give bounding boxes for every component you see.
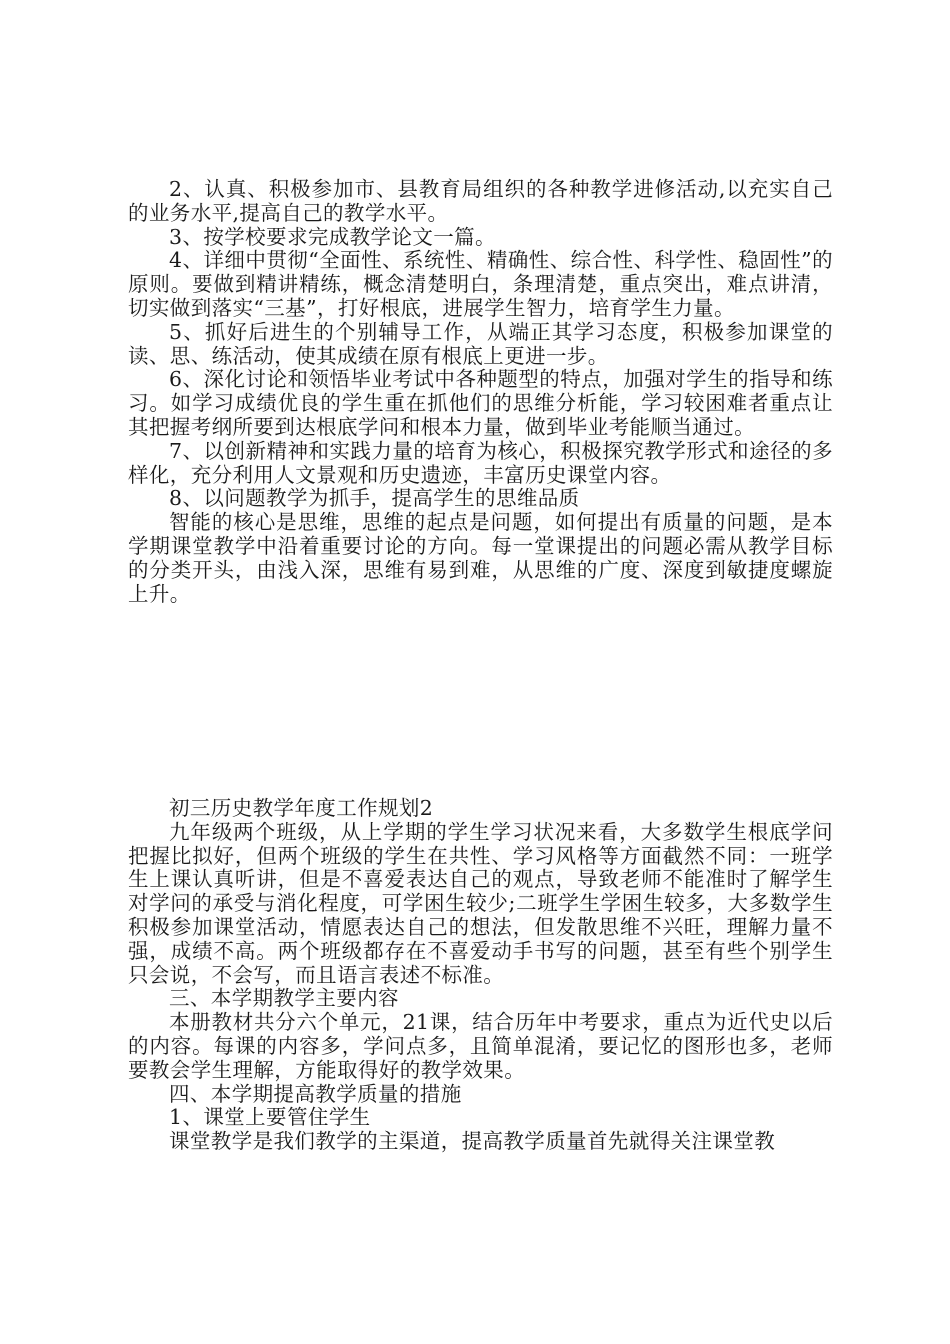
heading-teaching-content: 三、本学期教学主要内容 bbox=[169, 986, 399, 1011]
heading-quality-measures: 四、本学期提高教学质量的措施 bbox=[169, 1081, 462, 1106]
subheading-classroom: 1、课堂上要管住学生 bbox=[169, 1105, 371, 1130]
classroom-paragraph: 课堂教学是我们教学的主渠道，提高教学质量首先就得关注课堂教 bbox=[169, 1129, 776, 1154]
paragraph-item-4: 4、详细中贯彻“全面性、系统性、精确性、综合性、科学性、稳固性”的原则。要做到精讲精练，概念清楚明白，条理清楚，重点突出，难点讲清，切实做到落实“三基”，打好根底，进展学生智力，培育学生力量。 bbox=[128, 248, 833, 320]
intro-paragraph: 九年级两个班级，从上学期的学生学习状况来看，大多数学生根底学问把握比拟好，但两个班级的学生在共性、学习风格等方面截然不同：一班学生上课认真听讲，但是不喜爱表达自己的观点，导致老师不能准时了解学生对学问的承受与消化程度，可学困生较少;二班学生学困生较多，大多数学生积极参加课堂活动，情愿表达自己的想法，但发散思维不兴旺，理解力量不强，成绩不高。两个班级都存在不喜爱动手书写的问题，甚至有些个别学生只会说，不会写，而且语言表述不标准。 bbox=[128, 819, 833, 987]
document-title: 初三历史教学年度工作规划2 bbox=[169, 796, 434, 820]
paragraph-item-3: 3、按学校要求完成教学论文一篇。 bbox=[169, 224, 496, 249]
section-1 bbox=[128, 178, 833, 606]
section-2 bbox=[128, 797, 833, 1154]
paragraph-thinking: 智能的核心是思维，思维的起点是问题，如何提出有质量的问题，是本学期课堂教学中沿着重要讨论的方向。每一堂课提出的问题必需从教学目标的分类开头，由浅入深，思维有易到难，从思维的广度、深度到敏捷度螺旋上升。 bbox=[128, 510, 833, 606]
teaching-content-paragraph: 本册教材共分六个单元，21课，结合历年中考要求，重点为近代史以后的内容。每课的内容多，学问点多，且简单混淆，要记忆的图形也多，老师要教会学生理解，方能取得好的教学效果。 bbox=[128, 1010, 833, 1082]
paragraph-item-5: 5、抓好后进生的个别辅导工作，从端正其学习态度，积极参加课堂的读、思、练活动，使其成绩在原有根底上更进一步。 bbox=[128, 319, 833, 368]
paragraph-item-2: 2、认真、积极参加市、县教育局组织的各种教学进修活动,以充实自己的业务水平,提高自己的教学水平。 bbox=[128, 177, 833, 225]
paragraph-item-8: 8、以问题教学为抓手，提高学生的思维品质 bbox=[169, 486, 580, 511]
paragraph-item-7: 7、以创新精神和实践力量的培育为核心，积极探究教学形式和途径的多样化，充分利用人文景观和历史遗迹，丰富历史课堂内容。 bbox=[128, 438, 833, 487]
paragraph-item-6: 6、深化讨论和领悟毕业考试中各种题型的特点，加强对学生的指导和练习。如学习成绩优良的学生重在抓他们的思维分析能，学习较困难者重点让其把握考纲所要到达根底学问和根本力量，做到毕业考能顺当通过。 bbox=[128, 367, 833, 439]
